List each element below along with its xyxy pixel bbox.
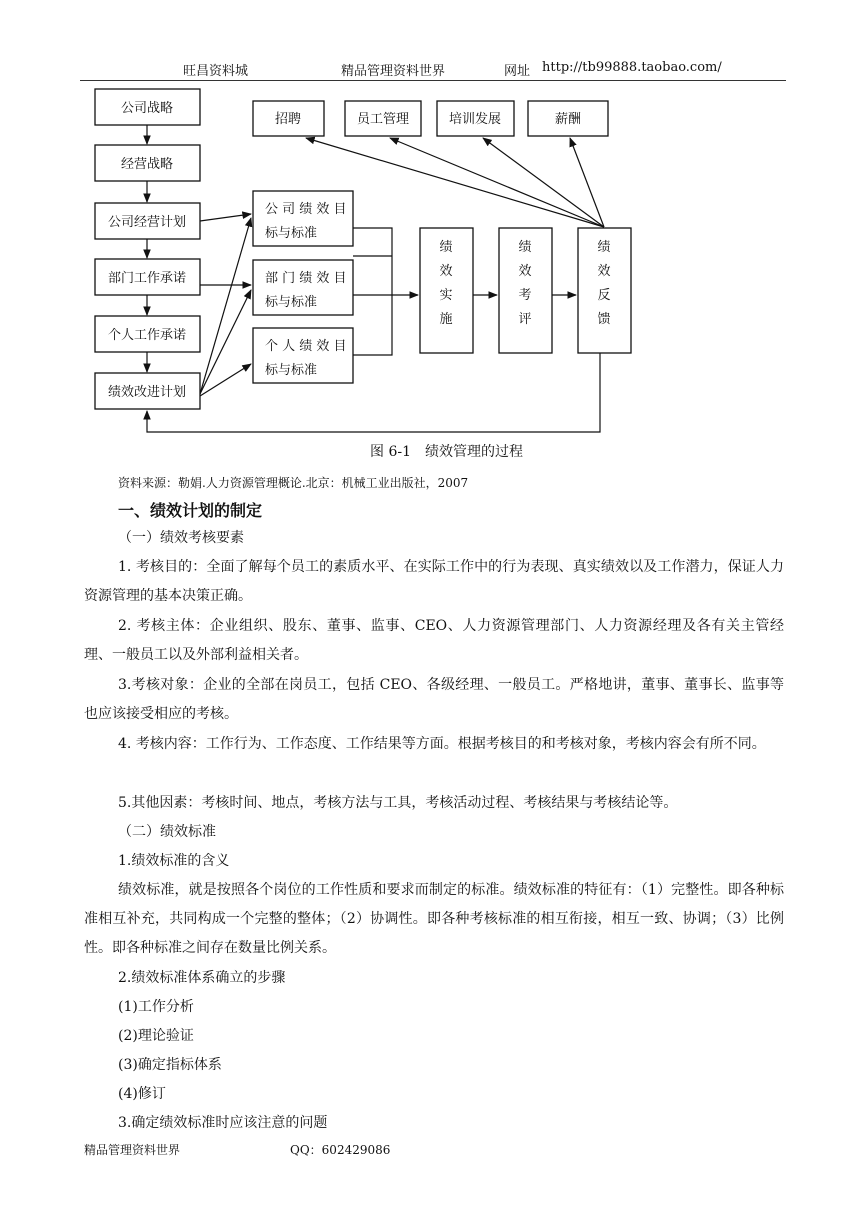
left-box-2-label: 公司经营计划 (107, 215, 187, 230)
step-1: (1)工作分析 (118, 999, 194, 1015)
paragraph-meaning-title: 1.绩效标准的含义 (118, 853, 230, 869)
top-box-1-label: 员工管理 (356, 112, 410, 127)
stage-box-2-char0: 绩 (597, 240, 611, 255)
paragraph-content: 4. 考核内容：工作行为、工作态度、工作结果等方面。根据考核目的和考核对象，考核内容会有所不同。 (118, 736, 766, 752)
stage-box-0-char0: 绩 (439, 240, 453, 255)
header-store: 旺昌资料城 (183, 64, 249, 79)
left-box-5 (95, 373, 200, 409)
stage-box-0-char1: 效 (439, 264, 453, 279)
step-4: (4)修订 (118, 1086, 166, 1102)
target-box-2-line2: 标与标准 (265, 363, 318, 378)
left-box-0 (95, 89, 200, 125)
step-3: (3)确定指标体系 (118, 1057, 222, 1073)
paragraph-meaning: 绩效标准，就是按照各个岗位的工作性质和要求而制定的标准。绩效标准的特征有：（1）完整性。即各种标准相互补充，共同构成一个完整的整体；（2）协调性。即各种考核标准的相互衔接，相互一致、协调；（3）比例性。即各种标准之间存在数量比例关系。 (84, 882, 784, 956)
stage-box-1-char2: 考 (518, 288, 532, 303)
target-box-1-line1: 部 门 绩 效 目 (265, 271, 347, 286)
paragraph-subtitle-2: （二）绩效标准 (118, 824, 216, 840)
stage-box-2-char3: 馈 (597, 312, 611, 327)
step-2: (2)理论验证 (118, 1028, 194, 1044)
target-box-0-line1: 公 司 绩 效 目 (265, 202, 347, 217)
figure-source: 资料来源：勒娟.人力资源管理概论.北京：机械工业出版社，2007 (118, 476, 469, 490)
paragraph-subtitle-1: （一）绩效考核要素 (118, 530, 244, 546)
top-box-3-label: 薪酬 (554, 112, 582, 127)
stage-box-1-char1: 效 (518, 264, 532, 279)
left-box-4-label: 个人工作承诺 (107, 328, 187, 343)
section-title: 一、绩效计划的制定 (118, 501, 263, 520)
stage-box-2-char2: 反 (597, 288, 611, 303)
paragraph-steps-title: 2.绩效标准体系确立的步骤 (118, 970, 286, 986)
stage-box-0-char2: 实 (439, 288, 453, 303)
left-box-3-label: 部门工作承诺 (107, 271, 187, 286)
top-box-2 (437, 101, 514, 136)
left-box-1 (95, 145, 200, 181)
figure-caption: 图 6-1 绩效管理的过程 (370, 444, 523, 460)
target-box-1 (253, 260, 353, 315)
top-box-0-label: 招聘 (274, 112, 302, 127)
stage-box-1-char3: 评 (518, 312, 532, 327)
process-diagram (0, 0, 868, 440)
stage-box-2 (578, 228, 631, 353)
top-box-2-label: 培训发展 (448, 112, 502, 127)
header-tagline: 精品管理资料世界 (341, 64, 446, 79)
top-box-0 (253, 101, 324, 136)
paragraph-issues-title: 3.确定绩效标准时应该注意的问题 (118, 1115, 328, 1131)
paragraph-purpose: 1. 考核目的：全面了解每个员工的素质水平、在实际工作中的行为表现、真实绩效以及工作潜力，保证人力资源管理的基本决策正确。 (84, 559, 784, 604)
stage-box-1 (499, 228, 552, 353)
left-box-4 (95, 316, 200, 352)
top-box-1 (345, 101, 421, 136)
target-box-2-line1: 个 人 绩 效 目 (265, 339, 347, 354)
paragraph-object: 3.考核对象：企业的全部在岗员工，包括 CEO、各级经理、一般员工。严格地讲，董事、董事长、监事等也应该接受相应的考核。 (84, 677, 784, 722)
left-box-3 (95, 259, 200, 295)
left-box-2 (95, 203, 200, 239)
top-box-3 (528, 101, 608, 136)
stage-box-0 (420, 228, 473, 353)
target-box-1-line2: 标与标准 (265, 295, 318, 310)
target-box-0-line2: 标与标准 (265, 226, 318, 241)
left-box-1-label: 经营战略 (120, 157, 174, 172)
stage-box-2-char1: 效 (597, 264, 611, 279)
left-box-0-label: 公司战略 (120, 101, 174, 116)
header-url-label: 网址 (504, 64, 531, 79)
paragraph-other: 5.其他因素：考核时间、地点，考核方法与工具，考核活动过程、考核结果与考核结论等。 (118, 795, 678, 811)
footer-left: 精品管理资料世界 (84, 1143, 181, 1157)
left-box-5-label: 绩效改进计划 (107, 385, 187, 400)
footer-qq: QQ：602429086 (290, 1143, 391, 1157)
header-url: http://tb99888.taobao.com/ (542, 60, 722, 75)
stage-box-0-char3: 施 (439, 312, 453, 327)
paragraph-subject: 2. 考核主体：企业组织、股东、董事、监事、CEO、人力资源管理部门、人力资源经理及各有关主管经理、一般员工以及外部利益相关者。 (84, 618, 784, 663)
target-box-2 (253, 328, 353, 383)
stage-box-1-char0: 绩 (518, 240, 532, 255)
target-box-0 (253, 191, 353, 246)
